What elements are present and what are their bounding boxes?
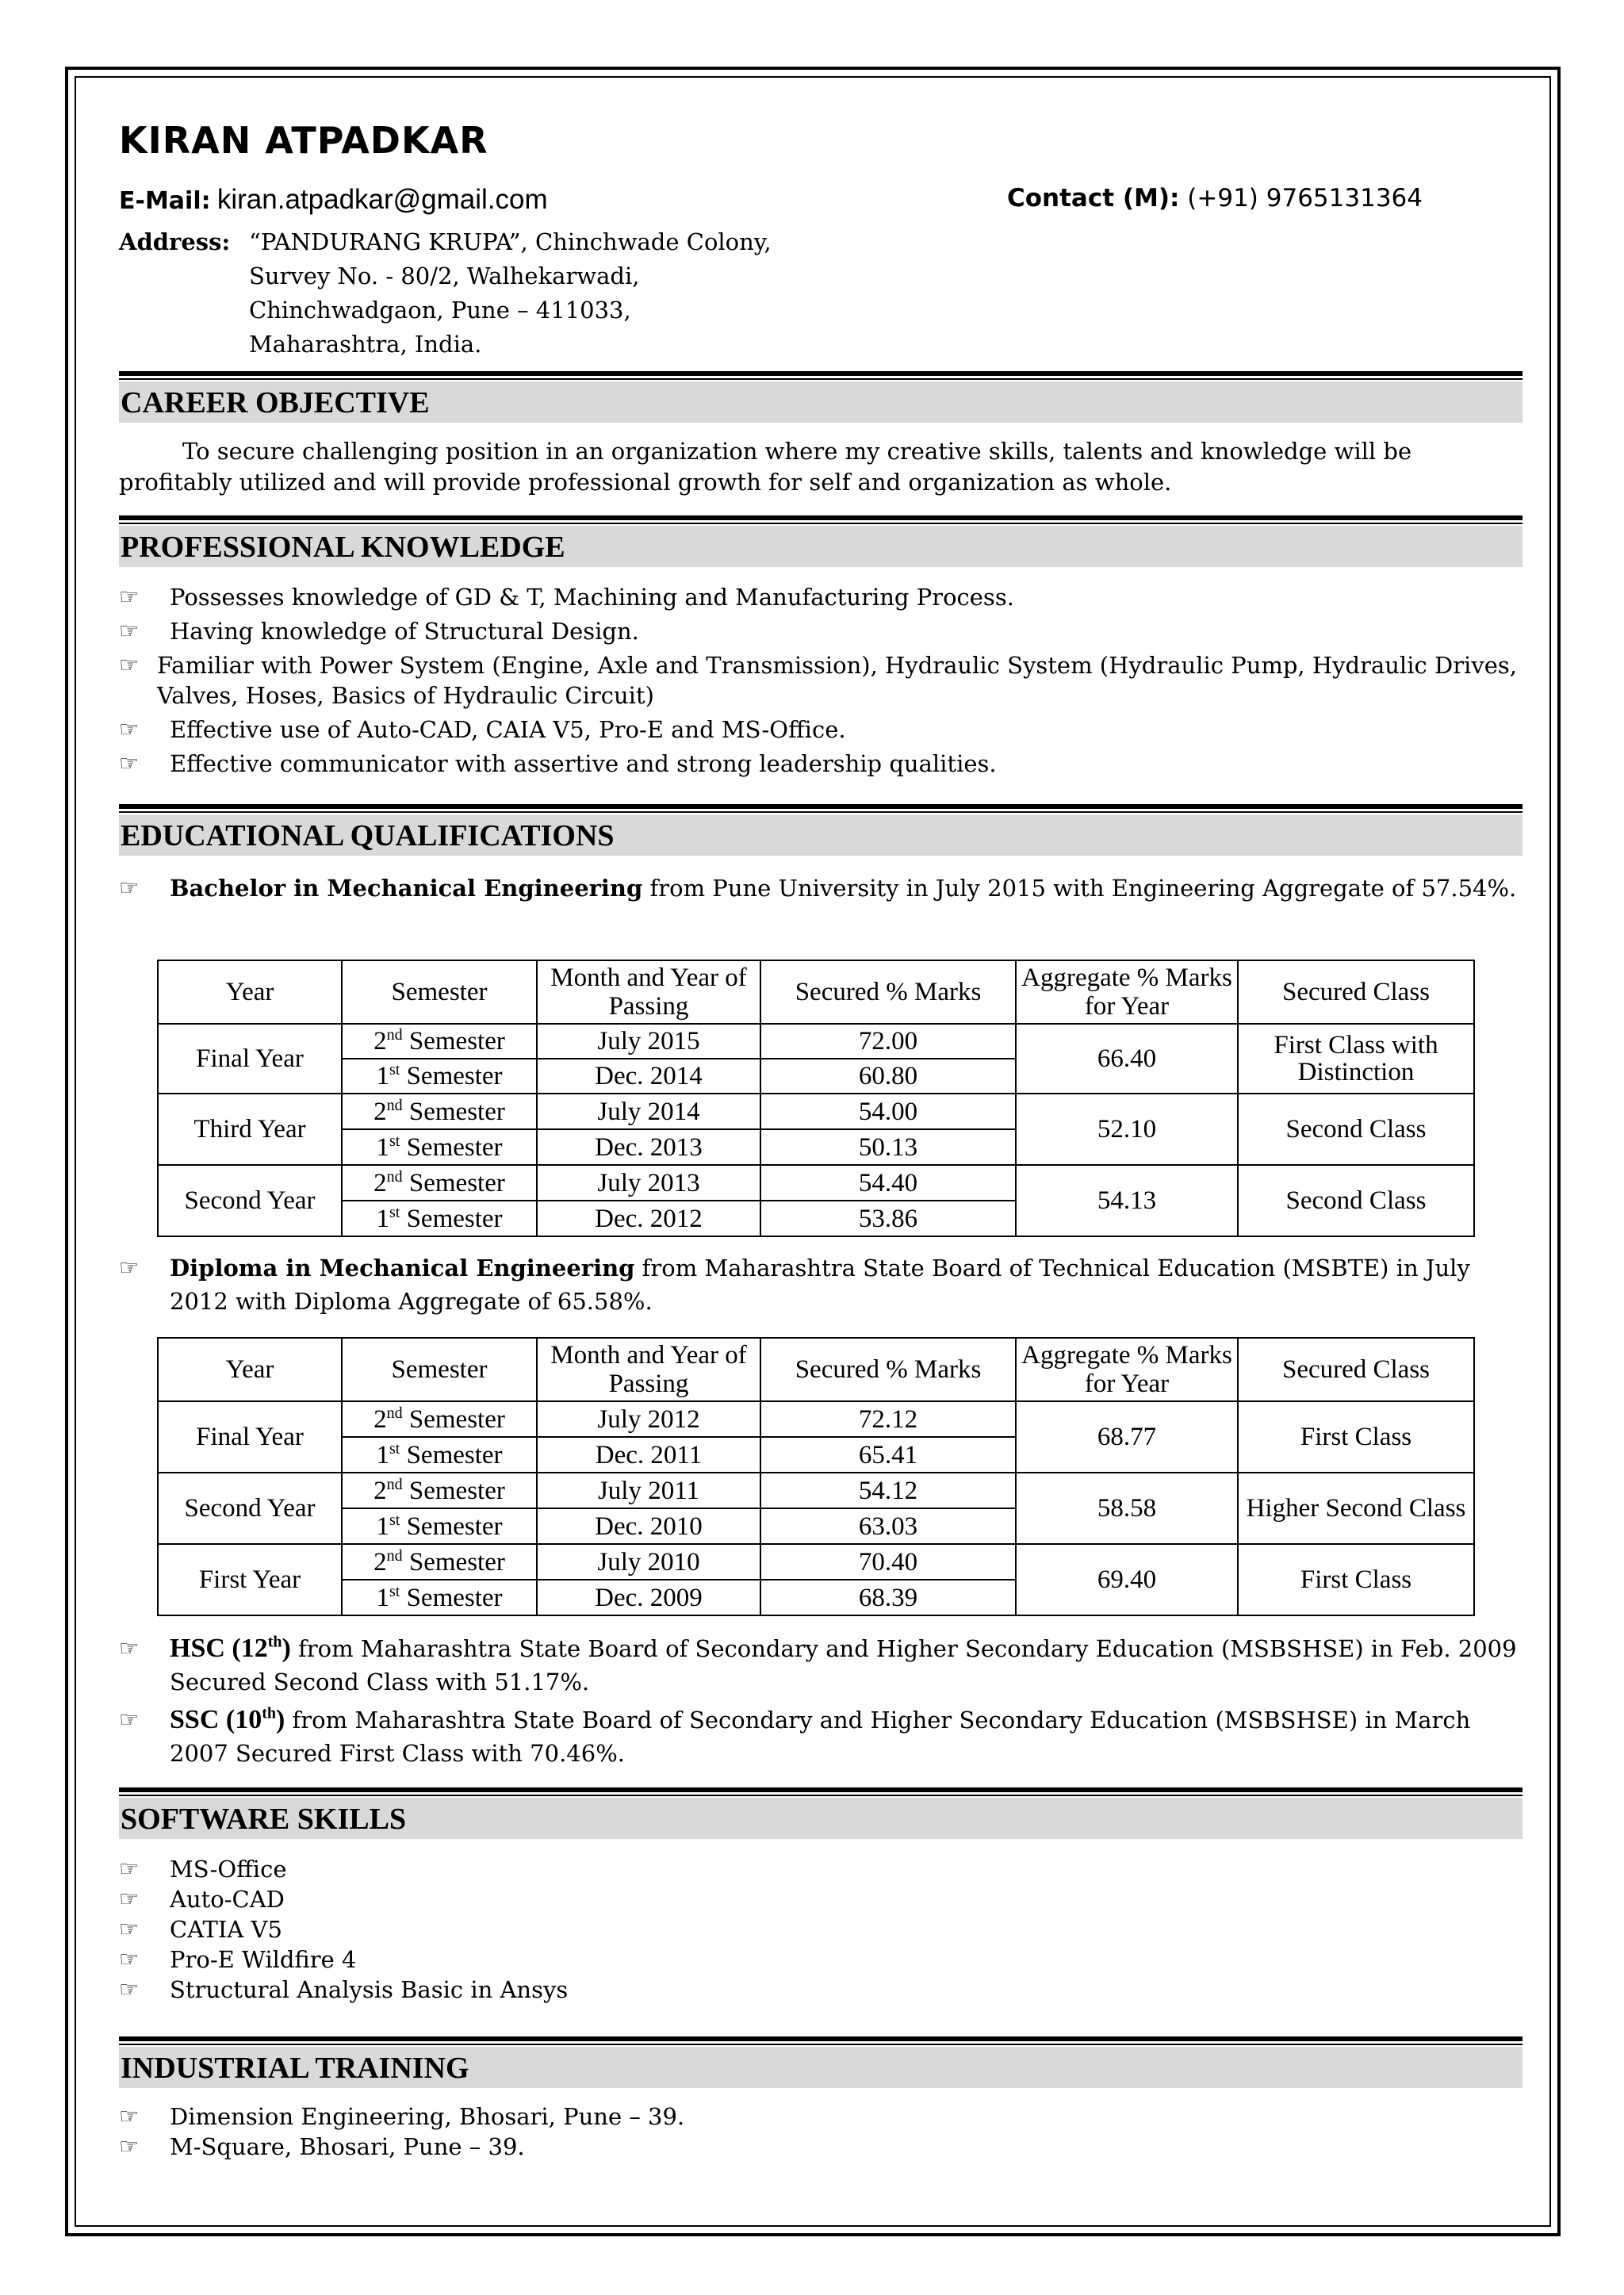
software-skills-list — [119, 1854, 1522, 2005]
table-header: Secured % Marks — [760, 960, 1016, 1024]
list-item: ☞ Auto-CAD — [119, 1886, 285, 1913]
list-item: ☞ SSC (10th) from Maharashtra State Board of Secondary and Higher Secondary Education (MSBSHSE) in March 2007 Secured First Class with 70.46%. — [119, 1704, 1471, 1767]
table-header: Secured % Marks — [760, 1338, 1016, 1401]
table-row: 1st Semester Dec. 2014 60.80 — [158, 1059, 1474, 1094]
section-professional-knowledge — [119, 515, 1522, 567]
address-label: Address: — [119, 228, 231, 255]
table-header: Month and Year of Passing — [537, 960, 760, 1024]
pointing-hand-icon: ☞ — [119, 1946, 140, 1972]
diploma-marks-table — [157, 1337, 1475, 1616]
diploma-line — [119, 1251, 1522, 1318]
list-item: ☞ Pro-E Wildfire 4 — [119, 1946, 357, 1973]
pointing-hand-icon: ☞ — [119, 1916, 140, 1942]
table-header: Secured Class — [1238, 1338, 1474, 1401]
table-header-row — [158, 1338, 1474, 1401]
list-item: ☞ Having knowledge of Structural Design. — [119, 618, 639, 645]
table-header: Semester — [342, 1338, 537, 1401]
pointing-hand-icon: ☞ — [119, 716, 140, 742]
pointing-hand-icon: ☞ — [119, 1707, 140, 1733]
list-item: ☞ Familiar with Power System (Engine, Axle and Transmission), Hydraulic System (Hydraulic Pump, Hydraulic Drives, Valves, Hoses, Basics of Hydraulic Circuit) — [119, 652, 1517, 709]
table-header: Aggregate % Marks for Year — [1016, 1338, 1238, 1401]
table-row: 1st Semester Dec. 2012 53.86 — [158, 1201, 1474, 1236]
table-header: Semester — [342, 960, 537, 1024]
be-degree: Bachelor in Mechanical Engineering — [170, 875, 643, 902]
pointing-hand-icon: ☞ — [119, 1976, 140, 2002]
pointing-hand-icon: ☞ — [119, 618, 140, 644]
pointing-hand-icon: ☞ — [119, 750, 140, 776]
industrial-training-list — [119, 2102, 1522, 2162]
table-row: Third Year 2nd Semester July 2014 54.00 52.10 Second Class — [158, 1094, 1474, 1129]
pointing-hand-icon: ☞ — [119, 2133, 140, 2159]
list-item: ☞ Possesses knowledge of GD & T, Machining and Manufacturing Process. — [119, 584, 1014, 611]
contact-line — [1007, 184, 1423, 213]
pointing-hand-icon: ☞ — [119, 1255, 140, 1281]
table-header-row — [158, 960, 1474, 1024]
section-education — [119, 804, 1522, 856]
section-title: EDUCATIONAL QUALIFICATIONS — [119, 814, 1522, 856]
list-item: ☞ MS-Office — [119, 1856, 287, 1883]
section-title: PROFESSIONAL KNOWLEDGE — [119, 526, 1522, 567]
section-software-skills — [119, 1787, 1522, 1839]
pointing-hand-icon: ☞ — [119, 652, 140, 678]
table-row: 1st Semester Dec. 2010 63.03 — [158, 1508, 1474, 1544]
email-line — [119, 184, 548, 216]
be-marks-table — [157, 960, 1475, 1237]
address-line-3: Chinchwadgaon, Pune – 411033, — [249, 297, 631, 324]
contact-label: Contact (M): — [1007, 184, 1180, 213]
section-title: SOFTWARE SKILLS — [119, 1798, 1522, 1839]
list-item: ☞ Structural Analysis Basic in Ansys — [119, 1976, 569, 2003]
table-header: Month and Year of Passing — [537, 1338, 760, 1401]
table-header: Year — [158, 960, 342, 1024]
address-line-1: “PANDURANG KRUPA”, Chinchwade Colony, — [249, 228, 772, 255]
table-row: 1st Semester Dec. 2009 68.39 — [158, 1580, 1474, 1615]
pointing-hand-icon: ☞ — [119, 1635, 140, 1661]
list-item: ☞ Dimension Engineering, Bhosari, Pune – 39. — [119, 2103, 685, 2130]
list-item: ☞ Effective communicator with assertive and strong leadership qualities. — [119, 750, 997, 777]
address-line-2: Survey No. - 80/2, Walhekarwadi, — [249, 262, 640, 289]
list-item: ☞ Effective use of Auto-CAD, CAIA V5, Pro-E and MS-Office. — [119, 716, 846, 743]
be-line — [119, 871, 1522, 906]
list-item: ☞ CATIA V5 — [119, 1916, 282, 1943]
section-career-objective — [119, 371, 1522, 423]
list-item: ☞ Diploma in Mechanical Engineering from Maharashtra State Board of Technical Education (MSBTE) in July 2012 with Diploma Aggregate of 65.58%. — [119, 1251, 1522, 1318]
email-label: E-Mail: — [119, 187, 211, 215]
professional-knowledge-list — [119, 582, 1522, 779]
address-line-4: Maharashtra, India. — [249, 331, 482, 358]
section-industrial-training — [119, 2036, 1522, 2088]
section-title: CAREER OBJECTIVE — [119, 381, 1522, 423]
contact-value: (+91) 9765131364 — [1187, 184, 1423, 213]
table-row: First Year 2nd Semester July 2010 70.40 69.40 First Class — [158, 1544, 1474, 1580]
table-header: Secured Class — [1238, 960, 1474, 1024]
candidate-name: KIRAN ATPADKAR — [119, 119, 488, 162]
pointing-hand-icon: ☞ — [119, 584, 140, 610]
pointing-hand-icon: ☞ — [119, 2103, 140, 2129]
table-row: Final Year 2nd Semester July 2012 72.12 68.77 First Class — [158, 1401, 1474, 1437]
pointing-hand-icon: ☞ — [119, 1856, 140, 1882]
table-row: Final Year 2nd Semester July 2015 72.00 66.40 First Class with Distinction — [158, 1024, 1474, 1059]
table-header: Year — [158, 1338, 342, 1401]
table-header: Aggregate % Marks for Year — [1016, 960, 1238, 1024]
section-title: INDUSTRIAL TRAINING — [119, 2047, 1522, 2088]
table-row: Second Year 2nd Semester July 2013 54.40 54.13 Second Class — [158, 1165, 1474, 1201]
email-value[interactable]: kiran.atpadkar@gmail.com — [216, 184, 548, 215]
list-item: ☞ Bachelor in Mechanical Engineering from Pune University in July 2015 with Engineering Aggregate of 57.54%. — [119, 871, 1522, 906]
school-lines — [119, 1632, 1522, 1770]
table-row: Second Year 2nd Semester July 2011 54.12 58.58 Higher Second Class — [158, 1473, 1474, 1508]
table-row: 1st Semester Dec. 2011 65.41 — [158, 1437, 1474, 1473]
table-row: 1st Semester Dec. 2013 50.13 — [158, 1129, 1474, 1165]
pointing-hand-icon: ☞ — [119, 1886, 140, 1912]
list-item: ☞ M-Square, Bhosari, Pune – 39. — [119, 2133, 525, 2160]
list-item: ☞ HSC (12th) from Maharashtra State Board of Secondary and Higher Secondary Education (MSBSHSE) in Feb. 2009 Secured Second Class with 51.17%. — [119, 1633, 1517, 1695]
diploma-degree: Diploma in Mechanical Engineering — [170, 1255, 635, 1282]
pointing-hand-icon: ☞ — [119, 875, 140, 901]
address-block — [119, 225, 772, 362]
career-objective-text: To secure challenging position in an organization where my creative skills, talents and knowledge will be profitably utilized and will provide professional growth for self and organization as whole. — [119, 438, 1412, 496]
